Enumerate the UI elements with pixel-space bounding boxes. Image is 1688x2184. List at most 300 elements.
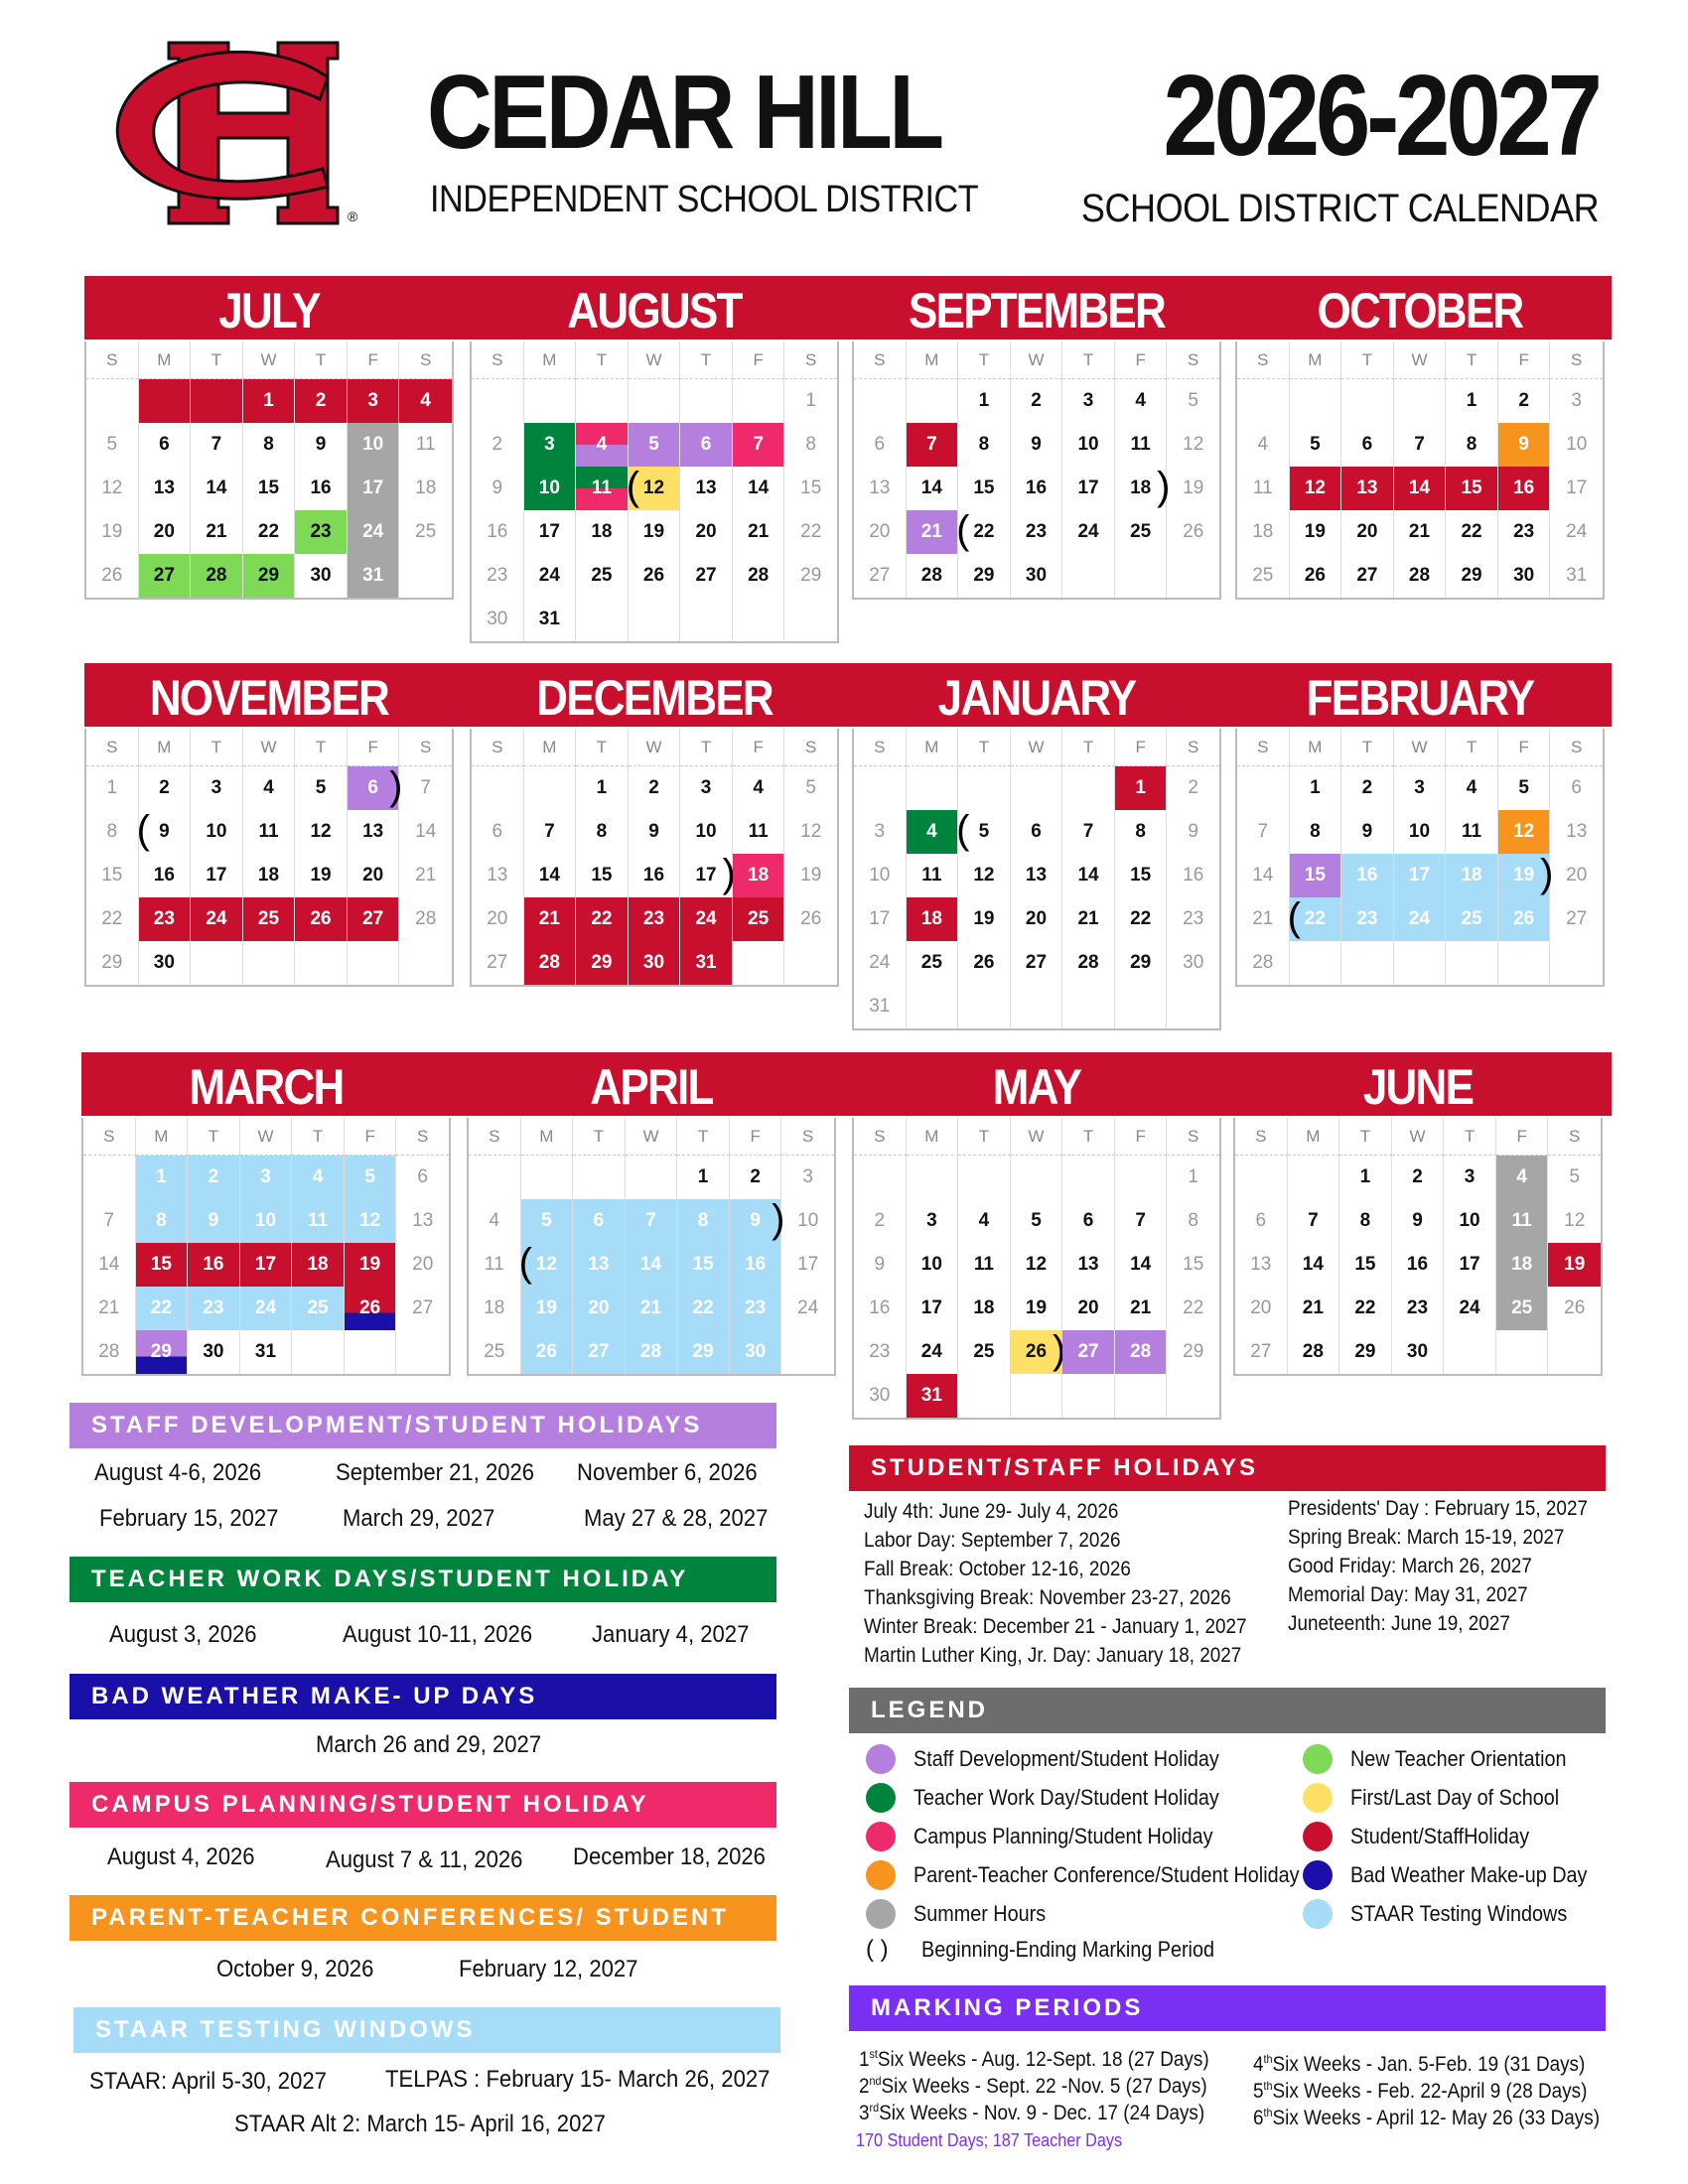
day-cell: 22 — [1339, 1287, 1392, 1330]
day-cell: 13 — [1235, 1243, 1288, 1287]
day-cell: 23 — [139, 897, 192, 941]
day-cell: 25 — [1237, 554, 1290, 598]
day-cell: 11 — [1496, 1199, 1549, 1243]
day-cell: 20 — [1235, 1287, 1288, 1330]
district-name: CEDAR HILL — [427, 54, 941, 171]
day-cell: 13 — [139, 467, 192, 510]
holidays-col1 — [864, 1497, 1247, 1670]
weekday-header: F — [348, 729, 400, 766]
weekday-header: S — [399, 341, 452, 379]
empty-cell — [576, 598, 629, 641]
day-cell: 12 — [1290, 467, 1342, 510]
month-title: FEBRUARY — [1306, 670, 1534, 726]
holiday-item: Juneteenth: June 19, 2027 — [1288, 1612, 1510, 1635]
weekday-header: S — [399, 729, 452, 766]
legend-label: Beginning-Ending Marking Period — [921, 1937, 1214, 1962]
day-cell: 8 — [1339, 1199, 1392, 1243]
weekday-header: M — [1290, 341, 1342, 379]
day-cell: 31 — [1566, 565, 1588, 586]
day-cell: 3 — [854, 810, 907, 854]
day-cell: 28 — [1288, 1330, 1340, 1374]
day-cell: ( 5 — [958, 810, 1011, 854]
day-cell: 25 — [1115, 510, 1168, 554]
weekday-header: M — [1290, 729, 1342, 766]
day-cell: 22 — [1183, 1297, 1204, 1318]
district-logo — [99, 38, 397, 226]
day-cell: 19 — [800, 865, 822, 886]
day-cell: 25 — [907, 941, 959, 985]
day-cell: ( 22 — [958, 510, 1011, 554]
day-cell: 19 ) — [1498, 854, 1551, 897]
marking-period: 4thSix Weeks - Jan. 5-Feb. 19 (31 Days) — [1253, 2052, 1586, 2076]
day-cell: 5 — [1290, 423, 1342, 467]
weekday-header: M — [521, 1118, 574, 1156]
teacher-work-item: August 3, 2026 — [109, 1621, 257, 1648]
day-cell: 3 — [1444, 1156, 1496, 1199]
ptc-header: PARENT-TEACHER CONFERENCES/ STUDENT HOLIDAY — [70, 1895, 776, 1941]
day-cell: 11 — [733, 810, 785, 854]
ptc-item: October 9, 2026 — [216, 1956, 374, 1982]
day-cell: 25 — [292, 1287, 345, 1330]
day-cell: 7 — [626, 1199, 678, 1243]
day-cell: 19 — [86, 510, 139, 554]
weekday-header: S — [1237, 729, 1290, 766]
day-cell: 9 — [1392, 1199, 1445, 1243]
day-cell: 3 — [1571, 390, 1582, 411]
month-grid — [467, 1118, 836, 1376]
day-cell: 12 — [800, 821, 822, 842]
day-cell: 18 — [292, 1243, 345, 1287]
day-cell: 31 — [240, 1330, 293, 1374]
day-cell: 9 — [1188, 821, 1198, 842]
day-cell: 24 — [1444, 1287, 1496, 1330]
day-cell: 6 ) — [348, 766, 400, 810]
day-cell: 3 — [524, 423, 577, 467]
day-cell: 29 — [1339, 1330, 1392, 1374]
day-cell: 29 — [800, 565, 822, 586]
day-cell: 24 — [797, 1297, 819, 1318]
month-april — [467, 1054, 836, 1376]
day-cell: 7 — [1394, 423, 1447, 467]
weekday-header: T — [958, 729, 1011, 766]
day-cell: 26 ) — [1011, 1330, 1063, 1374]
marking-period: 1stSix Weeks - Aug. 12-Sept. 18 (27 Days) — [859, 2047, 1209, 2071]
day-cell: 23 — [188, 1287, 240, 1330]
day-cell: 5 — [345, 1156, 397, 1199]
weekday-header: T — [958, 1118, 1011, 1156]
day-cell: 30 — [1498, 554, 1551, 598]
day-cell: 18 — [1237, 510, 1290, 554]
weekday-header: T — [1339, 1118, 1392, 1156]
day-cell: 23 — [1183, 908, 1204, 929]
day-cell: 9 — [1011, 423, 1063, 467]
month-grid — [1235, 341, 1605, 600]
day-cell: 4 — [243, 766, 296, 810]
day-cell: 23 — [1392, 1287, 1445, 1330]
day-cell: 26 — [521, 1330, 574, 1374]
weekday-header: T — [573, 1118, 626, 1156]
weekday-header: T — [677, 1118, 730, 1156]
holiday-item: Memorial Day: May 31, 2027 — [1288, 1583, 1528, 1606]
empty-cell — [629, 598, 681, 641]
empty-cell — [191, 941, 243, 985]
day-cell: 16 — [854, 1287, 907, 1330]
day-cell: 27 — [1011, 941, 1063, 985]
day-cell: 9 — [1498, 423, 1551, 467]
day-cell: 15 — [1183, 1254, 1204, 1275]
day-cell: 8 — [86, 810, 139, 854]
day-cell: 13 — [1566, 821, 1588, 842]
empty-cell — [907, 985, 959, 1028]
day-cell: 13 — [1011, 854, 1063, 897]
day-cell: 21 — [524, 897, 577, 941]
day-cell: 1 — [958, 379, 1011, 423]
empty-cell — [472, 766, 524, 810]
weekday-header: T — [1062, 1118, 1115, 1156]
weekday-header: T — [1444, 1118, 1496, 1156]
day-cell: 27 — [139, 554, 192, 598]
empty-cell — [472, 379, 524, 423]
weekday-header: S — [469, 1118, 521, 1156]
day-cell: 26 — [1290, 554, 1342, 598]
day-cell: 21 — [83, 1287, 136, 1330]
holiday-item: Spring Break: March 15-19, 2027 — [1288, 1526, 1565, 1549]
day-cell: 26 — [1564, 1297, 1586, 1318]
legend-item — [866, 1783, 1253, 1813]
day-cell: 16 — [139, 854, 192, 897]
district-subtitle: INDEPENDENT SCHOOL DISTRICT — [430, 179, 979, 220]
day-cell: 11 — [243, 810, 296, 854]
day-cell: 24 — [524, 554, 577, 598]
empty-cell — [907, 766, 959, 810]
empty-cell — [1237, 766, 1290, 810]
day-cell: 25 — [576, 554, 629, 598]
legend-label: First/Last Day of School — [1350, 1785, 1560, 1810]
month-title: JUNE — [1362, 1059, 1474, 1115]
day-cell: ( 22 — [1290, 897, 1342, 941]
weekday-header: S — [86, 341, 139, 379]
day-cell: 10 — [1566, 434, 1588, 455]
month-november — [84, 665, 454, 987]
weekday-header: T — [576, 729, 629, 766]
day-cell: 22 — [576, 897, 629, 941]
day-cell: 18 — [1496, 1243, 1549, 1287]
day-cell: 13 — [1062, 1243, 1115, 1287]
month-july — [84, 278, 454, 600]
day-cell: 3 — [240, 1156, 293, 1199]
day-cell: 10 — [1444, 1199, 1496, 1243]
marking-period: 5thSix Weeks - Feb. 22-April 9 (28 Days) — [1253, 2079, 1588, 2103]
empty-cell — [139, 379, 192, 423]
month-grid — [852, 729, 1221, 1030]
day-cell: 5 — [1011, 1199, 1063, 1243]
day-cell: 4 — [1496, 1156, 1549, 1199]
day-cell: 10 — [524, 467, 577, 510]
empty-cell — [1394, 379, 1447, 423]
empty-cell — [348, 941, 400, 985]
day-cell: 16 — [1011, 467, 1063, 510]
weekday-header: F — [345, 1118, 397, 1156]
weekday-header: S — [1235, 1118, 1288, 1156]
day-cell: 25 — [733, 897, 785, 941]
day-cell: 18 — [907, 897, 959, 941]
legend-swatch — [1303, 1860, 1333, 1890]
day-cell: 4 — [1115, 379, 1168, 423]
legend-item — [866, 1822, 1246, 1851]
holiday-item: Thanksgiving Break: November 23-27, 2026 — [864, 1586, 1231, 1609]
day-cell: 17 — [907, 1287, 959, 1330]
day-cell: 3 — [1062, 379, 1115, 423]
day-cell: 22 — [677, 1287, 730, 1330]
day-cell: 19 — [345, 1243, 397, 1287]
day-cell: 26 — [800, 908, 822, 929]
weekday-header: S — [1550, 341, 1603, 379]
day-cell: 3 — [680, 766, 733, 810]
day-cell: 16 — [1341, 854, 1394, 897]
day-cell: 28 — [415, 908, 437, 929]
day-cell: 16 — [1392, 1243, 1445, 1287]
weekday-header: T — [958, 341, 1011, 379]
day-cell: 21 — [1115, 1287, 1168, 1330]
day-cell: 1 — [1339, 1156, 1392, 1199]
day-cell: 9 — [188, 1199, 240, 1243]
day-cell: 17 ) — [680, 854, 733, 897]
day-cell: 27 — [1235, 1330, 1288, 1374]
day-cell: 31 — [524, 598, 577, 641]
day-cell: 21 — [1288, 1287, 1340, 1330]
day-cell: 31 — [680, 941, 733, 985]
day-cell: 1 — [86, 766, 139, 810]
month-june — [1233, 1054, 1603, 1376]
school-year: 2026-2027 — [1163, 51, 1599, 180]
legend-label: Parent-Teacher Conference/Student Holiday — [914, 1862, 1300, 1887]
day-cell: 21 — [626, 1287, 678, 1330]
day-cell: 28 — [626, 1330, 678, 1374]
day-cell: 19 — [521, 1287, 574, 1330]
day-cell: 15 — [677, 1243, 730, 1287]
legend-swatch — [866, 1822, 896, 1851]
day-cell: 10 — [240, 1199, 293, 1243]
month-title: MARCH — [189, 1059, 344, 1115]
weekday-header: F — [348, 341, 400, 379]
day-cell: 17 — [1394, 854, 1447, 897]
empty-cell — [1115, 1374, 1168, 1418]
day-cell: 10 — [797, 1210, 819, 1231]
empty-cell — [1011, 985, 1063, 1028]
empty-cell — [1167, 985, 1219, 1028]
empty-cell — [958, 1374, 1011, 1418]
day-cell: 30 — [730, 1330, 782, 1374]
day-cell: 17 — [797, 1254, 819, 1275]
day-cell: 2 — [854, 1199, 907, 1243]
day-cell: 28 — [1062, 941, 1115, 985]
day-cell: 22 — [1446, 510, 1498, 554]
day-cell: 10 — [680, 810, 733, 854]
day-cell: 16 — [472, 510, 524, 554]
bad-weather-header: BAD WEATHER MAKE- UP DAYS — [70, 1674, 776, 1719]
day-cell: 18 — [243, 854, 296, 897]
holiday-item: Good Friday: March 26, 2027 — [1288, 1555, 1532, 1577]
day-cell: 23 — [1011, 510, 1063, 554]
day-cell: 8 — [576, 810, 629, 854]
day-cell: 22 — [1115, 897, 1168, 941]
empty-cell — [1062, 985, 1115, 1028]
day-cell: 26 — [345, 1287, 397, 1330]
empty-cell — [1341, 379, 1394, 423]
day-cell: 7 — [420, 777, 431, 798]
day-cell: 17 — [1062, 467, 1115, 510]
empty-cell — [1394, 941, 1447, 985]
day-cell: 26 — [1498, 897, 1551, 941]
ptc-item: February 12, 2027 — [459, 1956, 638, 1982]
day-cell: 30 — [1392, 1330, 1445, 1374]
day-cell: 21 — [907, 510, 959, 554]
weekday-header: F — [1115, 341, 1168, 379]
month-grid — [1235, 729, 1605, 987]
day-cell: 6 — [1011, 810, 1063, 854]
weekday-header: S — [1550, 729, 1603, 766]
staff-dev-item: February 15, 2027 — [99, 1505, 279, 1532]
day-cell: 24 — [1394, 897, 1447, 941]
weekday-header: M — [1288, 1118, 1340, 1156]
empty-cell — [576, 379, 629, 423]
day-cell: 27 — [680, 554, 733, 598]
weekday-header: T — [191, 341, 243, 379]
day-cell: 4 — [399, 379, 452, 423]
legend-item — [1303, 1744, 1591, 1774]
day-cell: 22 — [800, 521, 822, 542]
day-cell: 8 — [1115, 810, 1168, 854]
empty-cell — [1237, 379, 1290, 423]
day-cell: 1 — [805, 390, 816, 411]
day-cell: 30 — [472, 598, 524, 641]
day-cell: 15 — [1446, 467, 1498, 510]
weekday-header: T — [191, 729, 243, 766]
day-cell: 3 — [802, 1166, 813, 1187]
day-cell: 29 — [1183, 1341, 1204, 1362]
legend-item — [866, 1860, 1342, 1890]
campus-planning-item: August 4, 2026 — [107, 1843, 255, 1870]
day-cell: 9 — [1341, 810, 1394, 854]
day-cell: 10 — [348, 423, 400, 467]
day-cell: 31 — [854, 985, 907, 1028]
legend-label: Staff Development/Student Holiday — [914, 1746, 1219, 1771]
holiday-item: Martin Luther King, Jr. Day: January 18, 2027 — [864, 1644, 1242, 1667]
day-cell: 4 — [292, 1156, 345, 1199]
day-cell: 2 — [1341, 766, 1394, 810]
day-cell: 15 — [958, 467, 1011, 510]
paren-symbol: ( ) — [866, 1936, 889, 1963]
marking-period: 2ndSix Weeks - Sept. 22 -Nov. 5 (27 Days) — [859, 2074, 1207, 2098]
month-grid — [84, 341, 454, 600]
day-cell: 28 — [1237, 941, 1290, 985]
day-cell: 15 — [243, 467, 296, 510]
day-cell: 10 — [1394, 810, 1447, 854]
empty-cell — [854, 766, 907, 810]
day-cell: 13 — [472, 854, 524, 897]
month-september — [852, 278, 1221, 600]
empty-cell — [733, 941, 785, 985]
holiday-item: Winter Break: December 21 - January 1, 2027 — [864, 1615, 1247, 1638]
day-cell: 5 — [1498, 766, 1551, 810]
weekday-header: S — [854, 729, 907, 766]
day-cell: 8 — [243, 423, 296, 467]
day-cell: 30 — [1183, 952, 1204, 973]
day-cell: 24 — [907, 1330, 959, 1374]
day-cell: 6 — [1341, 423, 1394, 467]
month-title: MAY — [992, 1059, 1081, 1115]
day-cell: 29 — [677, 1330, 730, 1374]
staar-item: STAAR Alt 2: March 15- April 16, 2027 — [234, 2111, 606, 2137]
month-title: SEPTEMBER — [908, 283, 1165, 339]
empty-cell — [1115, 554, 1168, 598]
day-cell: 17 — [191, 854, 243, 897]
day-cell: 2 — [1498, 379, 1551, 423]
day-cell: 8 — [1188, 1210, 1198, 1231]
weekday-header: T — [680, 729, 733, 766]
day-cell: 8 — [1446, 423, 1498, 467]
day-cell: 12 — [1183, 434, 1204, 455]
empty-cell — [399, 554, 452, 598]
weekday-header: S — [1167, 341, 1219, 379]
day-cell: 21 — [415, 865, 437, 886]
day-cell: 3 — [348, 379, 400, 423]
day-cell: 25 — [1496, 1287, 1549, 1330]
month-grid — [470, 341, 839, 643]
weekday-header: W — [1011, 729, 1063, 766]
month-grid — [852, 341, 1221, 600]
weekday-header: F — [1498, 341, 1551, 379]
empty-cell — [83, 1156, 136, 1199]
weekday-header: W — [629, 341, 681, 379]
day-cell: 25 — [243, 897, 296, 941]
teacher-work-item: August 10-11, 2026 — [343, 1621, 533, 1648]
weekday-header: S — [854, 341, 907, 379]
day-cell: 16 — [1183, 865, 1204, 886]
day-cell: 13 — [680, 467, 733, 510]
marking-period: 3rdSix Weeks - Nov. 9 - Dec. 17 (24 Days) — [859, 2101, 1205, 2124]
day-cell: ( 12 — [521, 1243, 574, 1287]
day-cell: 12 — [345, 1199, 397, 1243]
month-title: DECEMBER — [536, 670, 773, 726]
day-cell: 11 — [1115, 423, 1168, 467]
day-cell: 14 — [415, 821, 437, 842]
weekday-header: S — [854, 1118, 907, 1156]
day-cell: 14 — [1062, 854, 1115, 897]
day-cell: 13 — [854, 467, 907, 510]
day-cell: ( 9 — [139, 810, 192, 854]
day-cell: 7 — [191, 423, 243, 467]
day-cell: 29 — [243, 554, 296, 598]
day-cell: 13 — [348, 810, 400, 854]
day-cell: 15 — [1290, 854, 1342, 897]
empty-cell — [733, 598, 785, 641]
weekday-header: F — [1496, 1118, 1549, 1156]
month-january — [852, 665, 1221, 1030]
day-cell: 8 — [805, 434, 816, 455]
day-cell: 9 — [854, 1243, 907, 1287]
day-cell: 29 — [576, 941, 629, 985]
day-cell: 23 — [629, 897, 681, 941]
weekday-header: F — [1498, 729, 1551, 766]
weekday-header: T — [295, 341, 348, 379]
day-cell: 16 — [730, 1243, 782, 1287]
empty-cell — [292, 1330, 345, 1374]
legend-item — [1303, 1899, 1592, 1929]
day-cell: 1 — [1115, 766, 1168, 810]
legend-swatch — [866, 1783, 896, 1813]
staar-header: STAAR TESTING WINDOWS — [73, 2007, 780, 2053]
